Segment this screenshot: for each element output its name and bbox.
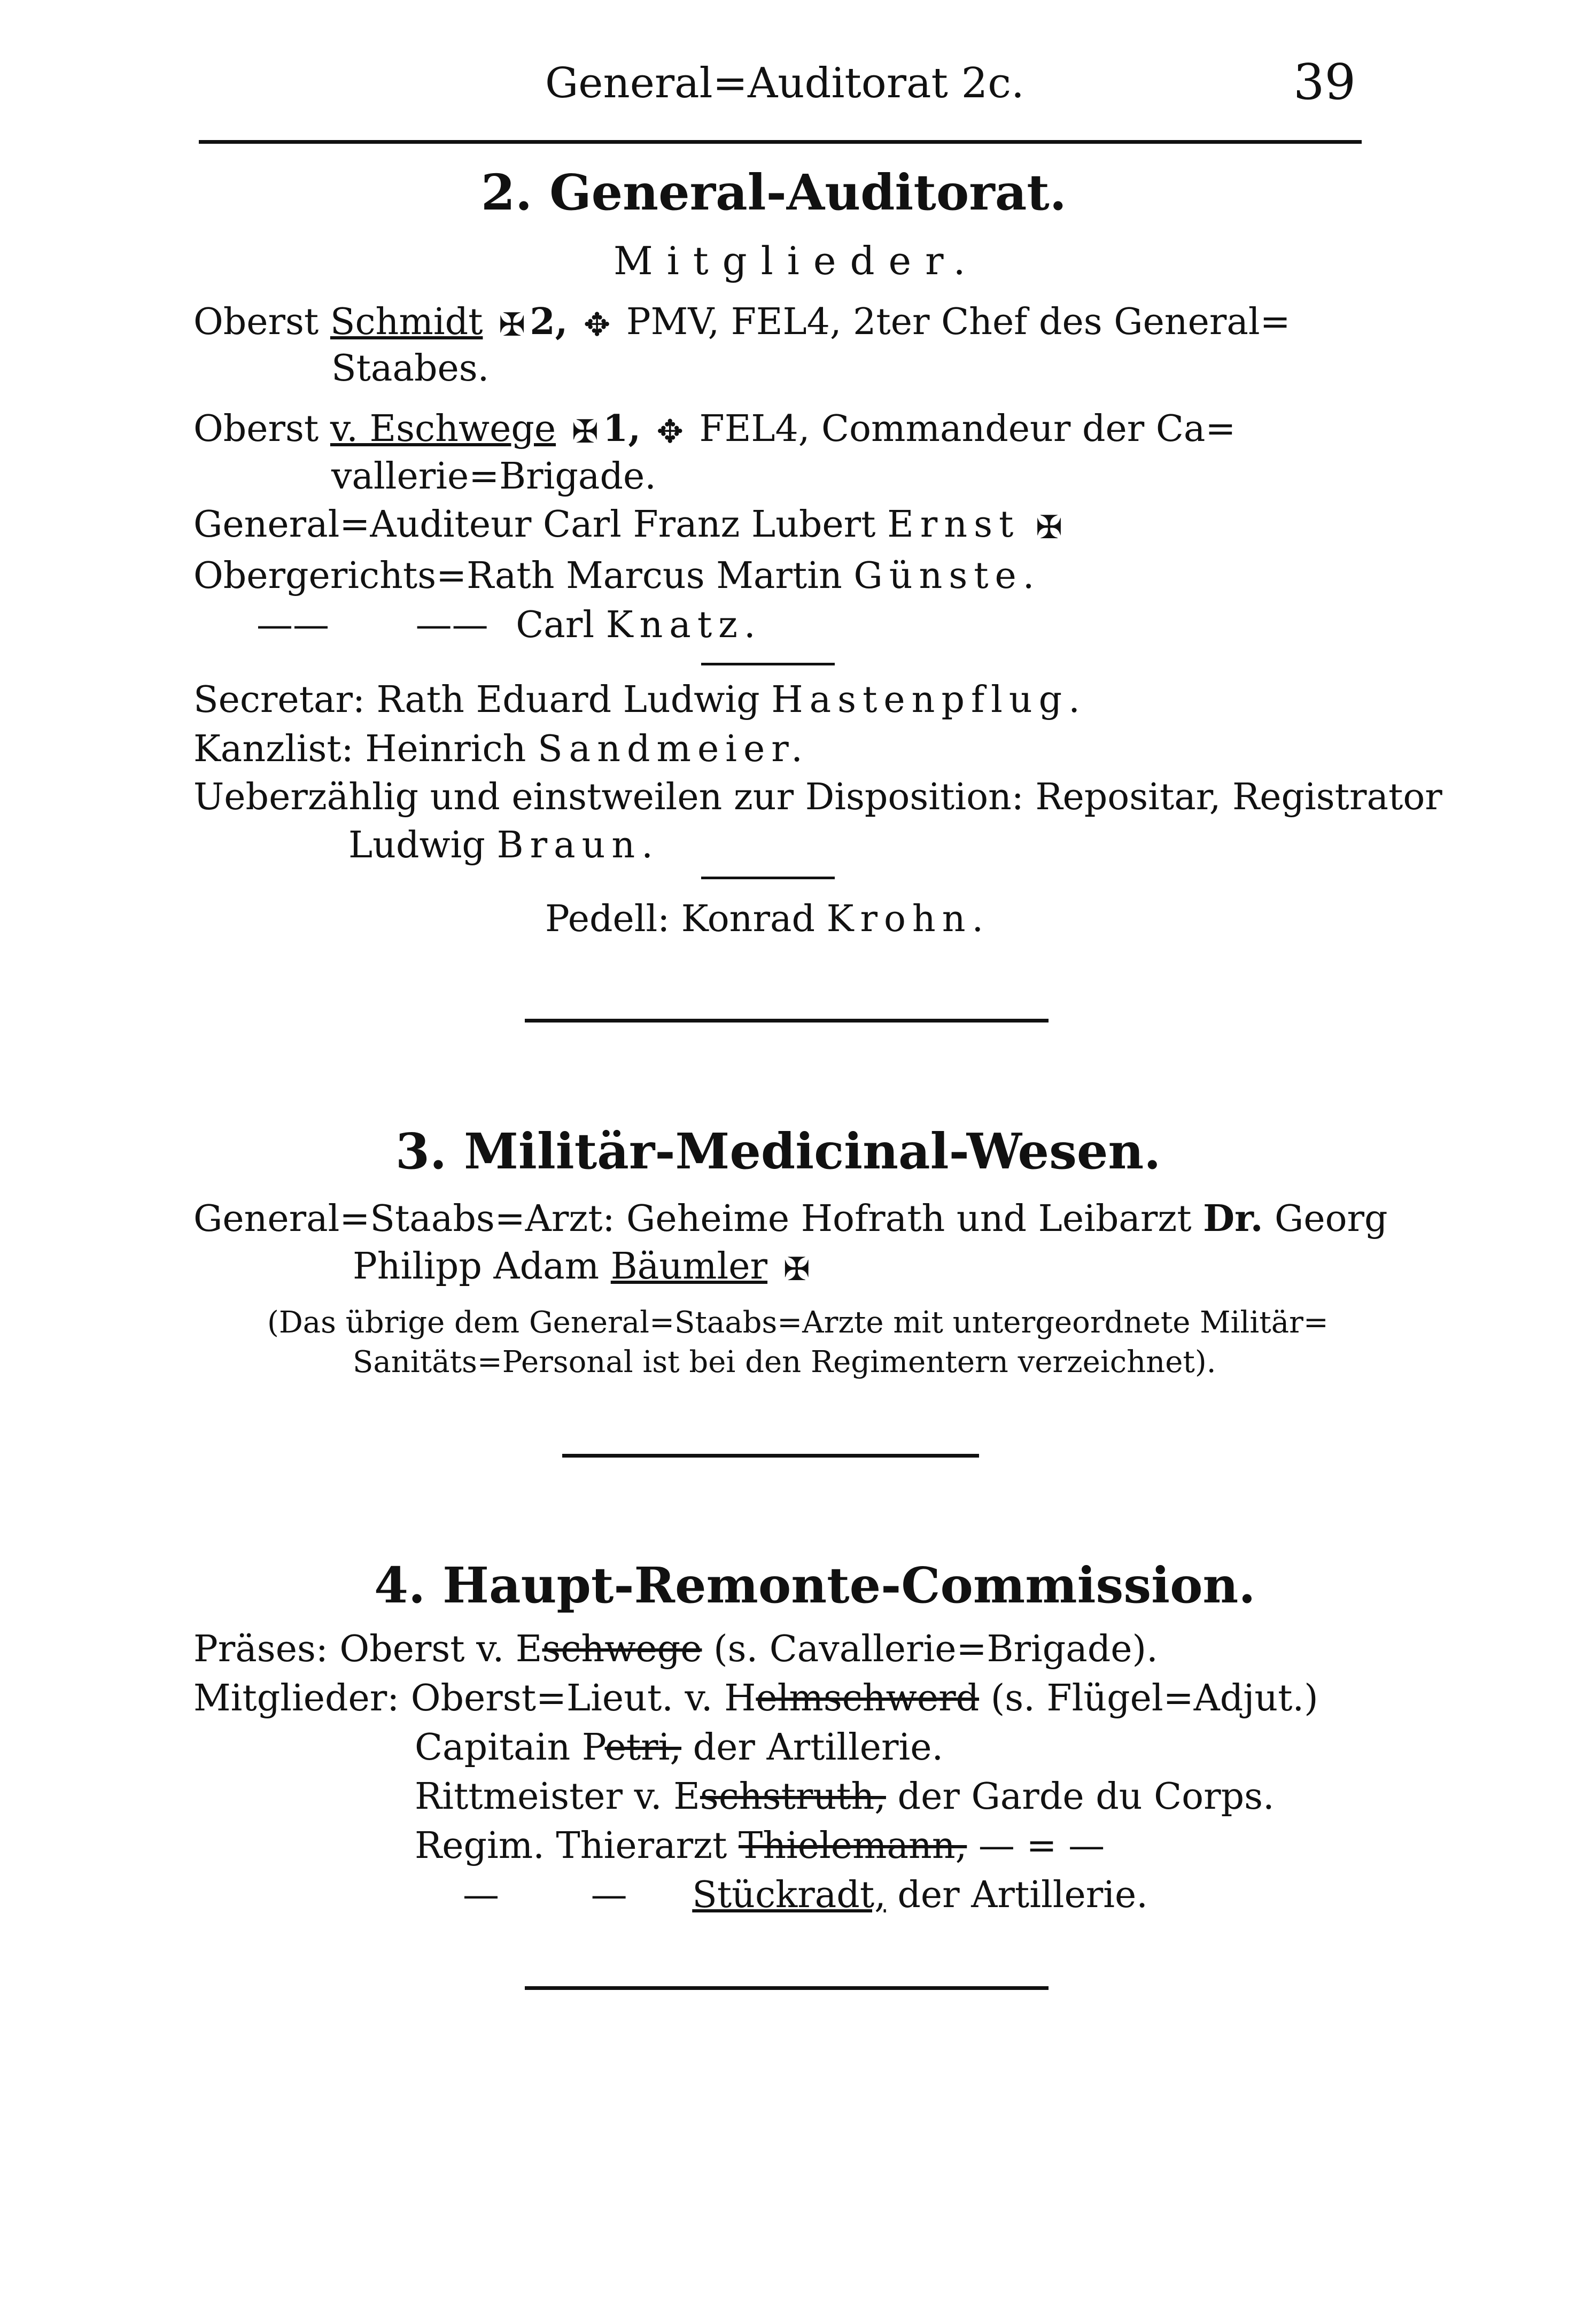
order-star-icon: ✥ — [656, 413, 684, 451]
last-rest: der Artillerie. — [897, 1874, 1148, 1916]
mitglieder-rest: (s. Flügel=Adjut.) — [990, 1677, 1318, 1719]
last-line — [463, 1874, 1148, 1917]
pedell-line — [545, 898, 990, 941]
order-cross-icon: ✠ — [571, 413, 599, 451]
section-divider — [525, 1019, 1049, 1022]
ueberzaehlig-label: Ludwig — [348, 824, 485, 866]
mitglieder-label: Mitglieder: Oberst=Lieut. v. H — [193, 1677, 756, 1719]
entry1-decoration: 2, — [530, 300, 568, 343]
capitain-label: Capitain P — [415, 1726, 605, 1769]
kanzlist-label: Kanzlist: Heinrich — [193, 728, 526, 770]
praeses-rest: (s. Cavallerie=Brigade). — [713, 1628, 1158, 1670]
capitain-name: etri, — [604, 1726, 682, 1769]
secretar-line — [193, 679, 1086, 722]
entry1-orders: PMV, FEL4, 2ter Chef des General= — [626, 301, 1291, 343]
pedell-label: Pedell: Konrad — [545, 898, 816, 940]
capitain-rest: der Artillerie. — [693, 1726, 944, 1769]
entry2-line1 — [193, 407, 1236, 453]
pedell-name: Krohn. — [826, 898, 990, 940]
order-star-icon: ✥ — [583, 306, 611, 344]
separator-rule — [701, 663, 835, 665]
page-number: 39 — [1293, 53, 1356, 111]
header-rule — [199, 140, 1362, 144]
kanzlist-line — [193, 728, 809, 771]
section3-line1-dr: Dr. — [1203, 1197, 1263, 1240]
general-auditeur-label: General=Auditeur Carl Franz Lubert — [193, 503, 876, 546]
mitglieder-name: elmschwerd — [756, 1677, 980, 1719]
entry1-line1 — [193, 300, 1291, 346]
obergerichtsrath-name: Günste. — [853, 555, 1041, 597]
entry1-rank: Oberst — [193, 301, 319, 343]
entry2-orders: FEL4, — [699, 408, 810, 450]
section3-heading: 3. Militär-Medicinal-Wesen. — [395, 1122, 1161, 1180]
order-cross-icon: ✠ — [1035, 508, 1063, 546]
obergerichtsrath-label: Obergerichts=Rath Marcus Martin — [193, 555, 842, 597]
ueberzaehlig-line1: Ueberzählig und einstweilen zur Disposition: Repositar, Registrator — [193, 776, 1442, 818]
capitain-line — [415, 1726, 943, 1769]
entry1-line2: Staabes. — [331, 347, 490, 390]
knatz-dash1: —— — [257, 604, 329, 646]
section3-note-line2: Sanitäts=Personal ist bei den Regimentern verzeichnet). — [353, 1345, 1216, 1380]
last-dash1: — — [463, 1874, 499, 1916]
entry1-name: Schmidt — [330, 301, 483, 343]
regim-name: Thielemann, — [738, 1825, 967, 1867]
entry2-decoration: 1, — [603, 407, 641, 450]
last-dash2: — — [591, 1874, 627, 1916]
rittmeister-line — [415, 1776, 1275, 1818]
section3-line2 — [353, 1245, 814, 1291]
general-auditeur-name: Ernst — [887, 503, 1020, 546]
secretar-name: Hastenpflug. — [771, 679, 1086, 721]
regim-label: Regim. Thierarzt — [415, 1825, 727, 1867]
last-name: Stückradt, — [692, 1874, 886, 1916]
knatz-line — [257, 604, 762, 647]
entry2-name: v. Eschwege — [330, 408, 556, 450]
section2-subheading: Mitglieder. — [614, 238, 980, 283]
kanzlist-name: Sandmeier. — [538, 728, 809, 770]
entry2-line2: vallerie=Brigade. — [331, 455, 656, 498]
rittmeister-name: schstruth, — [700, 1776, 886, 1818]
regim-rest: — = — — [978, 1825, 1105, 1867]
section3-note-line1: (Das übrige dem General=Staabs=Arzte mit untergeordnete Militär= — [267, 1305, 1329, 1340]
praeses-label: Präses: Oberst v. E — [193, 1628, 542, 1670]
obergerichtsrath-line — [193, 555, 1041, 598]
rittmeister-label: Rittmeister v. E — [415, 1776, 700, 1818]
running-header-title: General=Auditorat 2c. — [545, 59, 1024, 107]
regim-line — [415, 1825, 1105, 1868]
praeses-line — [193, 1628, 1158, 1671]
section3-line1-name: Georg — [1275, 1198, 1388, 1240]
secretar-label: Secretar: Rath Eduard Ludwig — [193, 679, 760, 721]
entry2-rest: Commandeur der Ca= — [821, 408, 1236, 450]
order-cross-icon: ✠ — [783, 1250, 810, 1288]
section-divider — [525, 1986, 1049, 1990]
section2-heading: 2. General-Auditorat. — [481, 164, 1067, 221]
ueberzaehlig-name: Braun. — [496, 824, 659, 866]
section-divider — [562, 1454, 979, 1458]
section3-line2-name: Bäumler — [610, 1245, 768, 1288]
section3-line1-label: General=Staabs=Arzt: Geheime Hofrath und Leibarzt — [193, 1198, 1192, 1240]
rittmeister-rest: der Garde du Corps. — [897, 1776, 1275, 1818]
section3-line1 — [193, 1197, 1388, 1241]
entry2-rank: Oberst — [193, 408, 319, 450]
general-auditeur-line — [193, 503, 1067, 549]
section3-line2-label: Philipp Adam — [353, 1245, 600, 1288]
separator-rule — [701, 877, 835, 879]
section4-heading: 4. Haupt-Remonte-Commission. — [374, 1556, 1256, 1614]
praeses-name: schwege — [542, 1628, 702, 1670]
knatz-name: Knatz. — [605, 604, 762, 646]
order-cross-icon: ✠ — [499, 306, 526, 344]
mitglieder-line — [193, 1677, 1318, 1720]
knatz-dash2: —— — [415, 604, 488, 646]
knatz-label: Carl — [516, 604, 595, 646]
ueberzaehlig-line2 — [348, 824, 659, 867]
